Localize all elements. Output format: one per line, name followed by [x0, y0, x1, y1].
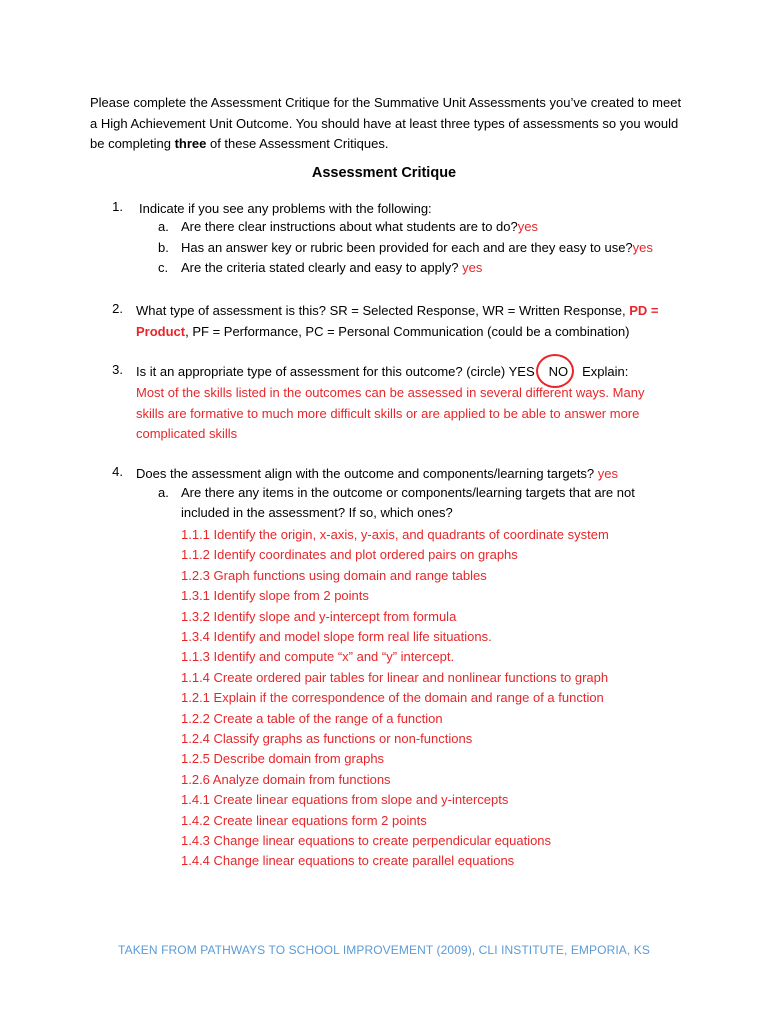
q1a-letter: a. [158, 219, 169, 234]
q3-number: 3. [112, 362, 123, 377]
learning-target-item: 1.4.1 Create linear equations from slope and y-intercepts [181, 792, 509, 808]
q4-answer: yes [594, 466, 618, 481]
intro-text-before: Please complete the Assessment Critique for the Summative Unit Assessments you’ve created to meet a High Achievement Unit Outcome. You should have at least three types of assessments so you would be completing [90, 95, 682, 151]
q2-text-part1: What type of assessment is this? SR = Selected Response, WR = Written Response, [136, 303, 630, 318]
intro-text-after: of these Assessment Critiques. [206, 136, 389, 151]
learning-target-item: 1.2.6 Analyze domain from functions [181, 771, 391, 787]
learning-target-item: 1.3.1 Identify slope from 2 points [181, 588, 369, 604]
q1b-letter: b. [158, 240, 169, 255]
q4-text [136, 464, 618, 484]
learning-target-item: 1.1.1 Identify the origin, x-axis, y-axis, and quadrants of coordinate system [181, 527, 609, 542]
q2-pd-answer: PD = Product [136, 303, 659, 339]
q1a-answer: yes [517, 219, 538, 234]
q3-explain-label: Explain: [582, 364, 629, 379]
q2-text-part2: , PF = Performance, PC = Personal Communication (could be a combination) [185, 323, 630, 339]
footer-citation: TAKEN FROM PATHWAYS TO SCHOOL IMPROVEMENT (2009), CLI INSTITUTE, EMPORIA, KS [118, 943, 650, 957]
q1b-text [181, 240, 653, 255]
learning-target-item: 1.2.2 Create a table of the range of a function [181, 710, 443, 726]
q4a-letter: a. [158, 485, 169, 500]
q1a-question: Are there clear instructions about what students are to do? [181, 219, 518, 234]
learning-target-item: 1.4.3 Change linear equations to create perpendicular equations [181, 833, 552, 848]
q3-answer: Most of the skills listed in the outcomes can be assessed in several different ways. Many skills are formative to much more difficult skills or are applied to be able to answer more complicated skills [136, 385, 645, 441]
q3-no-option: NO [548, 364, 569, 379]
learning-target-item: 1.2.1 Explain if the correspondence of the domain and range of a function [181, 690, 604, 706]
q1b-question: Has an answer key or rubric been provided for each and are they easy to use? [181, 240, 633, 255]
learning-target-item: 1.4.4 Change linear equations to create parallel equations [181, 853, 515, 869]
learning-target-item: 1.3.2 Identify slope and y-intercept from formula [181, 608, 457, 624]
q1-number: 1. [112, 199, 123, 214]
learning-target-item: 1.1.2 Identify coordinates and plot ordered pairs on graphs [181, 547, 518, 563]
learning-target-item: 1.2.5 Describe domain from graphs [181, 751, 385, 767]
learning-target-item: 1.2.4 Classify graphs as functions or non-functions [181, 731, 473, 746]
q1c-answer: yes [458, 260, 483, 275]
page-title: Assessment Critique [311, 165, 457, 181]
intro-bold-three: three [174, 136, 207, 151]
learning-target-item: 1.4.2 Create linear equations form 2 points [181, 812, 427, 828]
intro-paragraph [90, 93, 690, 155]
learning-target-item: 1.1.4 Create ordered pair tables for linear and nonlinear functions to graph [181, 669, 609, 685]
q3-yes-option: YES [508, 364, 535, 379]
q2-text [136, 301, 676, 342]
q3-question: Is it an appropriate type of assessment for this outcome? (circle) [136, 364, 509, 379]
learning-target-item: 1.2.3 Graph functions using domain and range tables [181, 567, 487, 583]
q1c-question: Are the criteria stated clearly and easy to apply? [181, 260, 459, 275]
learning-target-item: 1.3.4 Identify and model slope form real life situations. [181, 629, 492, 644]
learning-target-item: 1.1.3 Identify and compute “x” and “y” intercept. [181, 649, 455, 665]
q4-number: 4. [112, 464, 123, 479]
q2-number: 2. [112, 301, 123, 316]
q1a-text [181, 219, 538, 234]
q1-text: Indicate if you see any problems with the following: [139, 201, 432, 216]
q4a-text-line2: included in the assessment? If so, which ones? [181, 505, 453, 520]
q4-question: Does the assessment align with the outcome and components/learning targets? [136, 466, 595, 481]
q1c-letter: c. [158, 260, 169, 275]
q1c-text [181, 260, 482, 275]
q4a-text-line1: Are there any items in the outcome or components/learning targets that are not [181, 485, 635, 500]
q1b-answer: yes [632, 240, 653, 255]
